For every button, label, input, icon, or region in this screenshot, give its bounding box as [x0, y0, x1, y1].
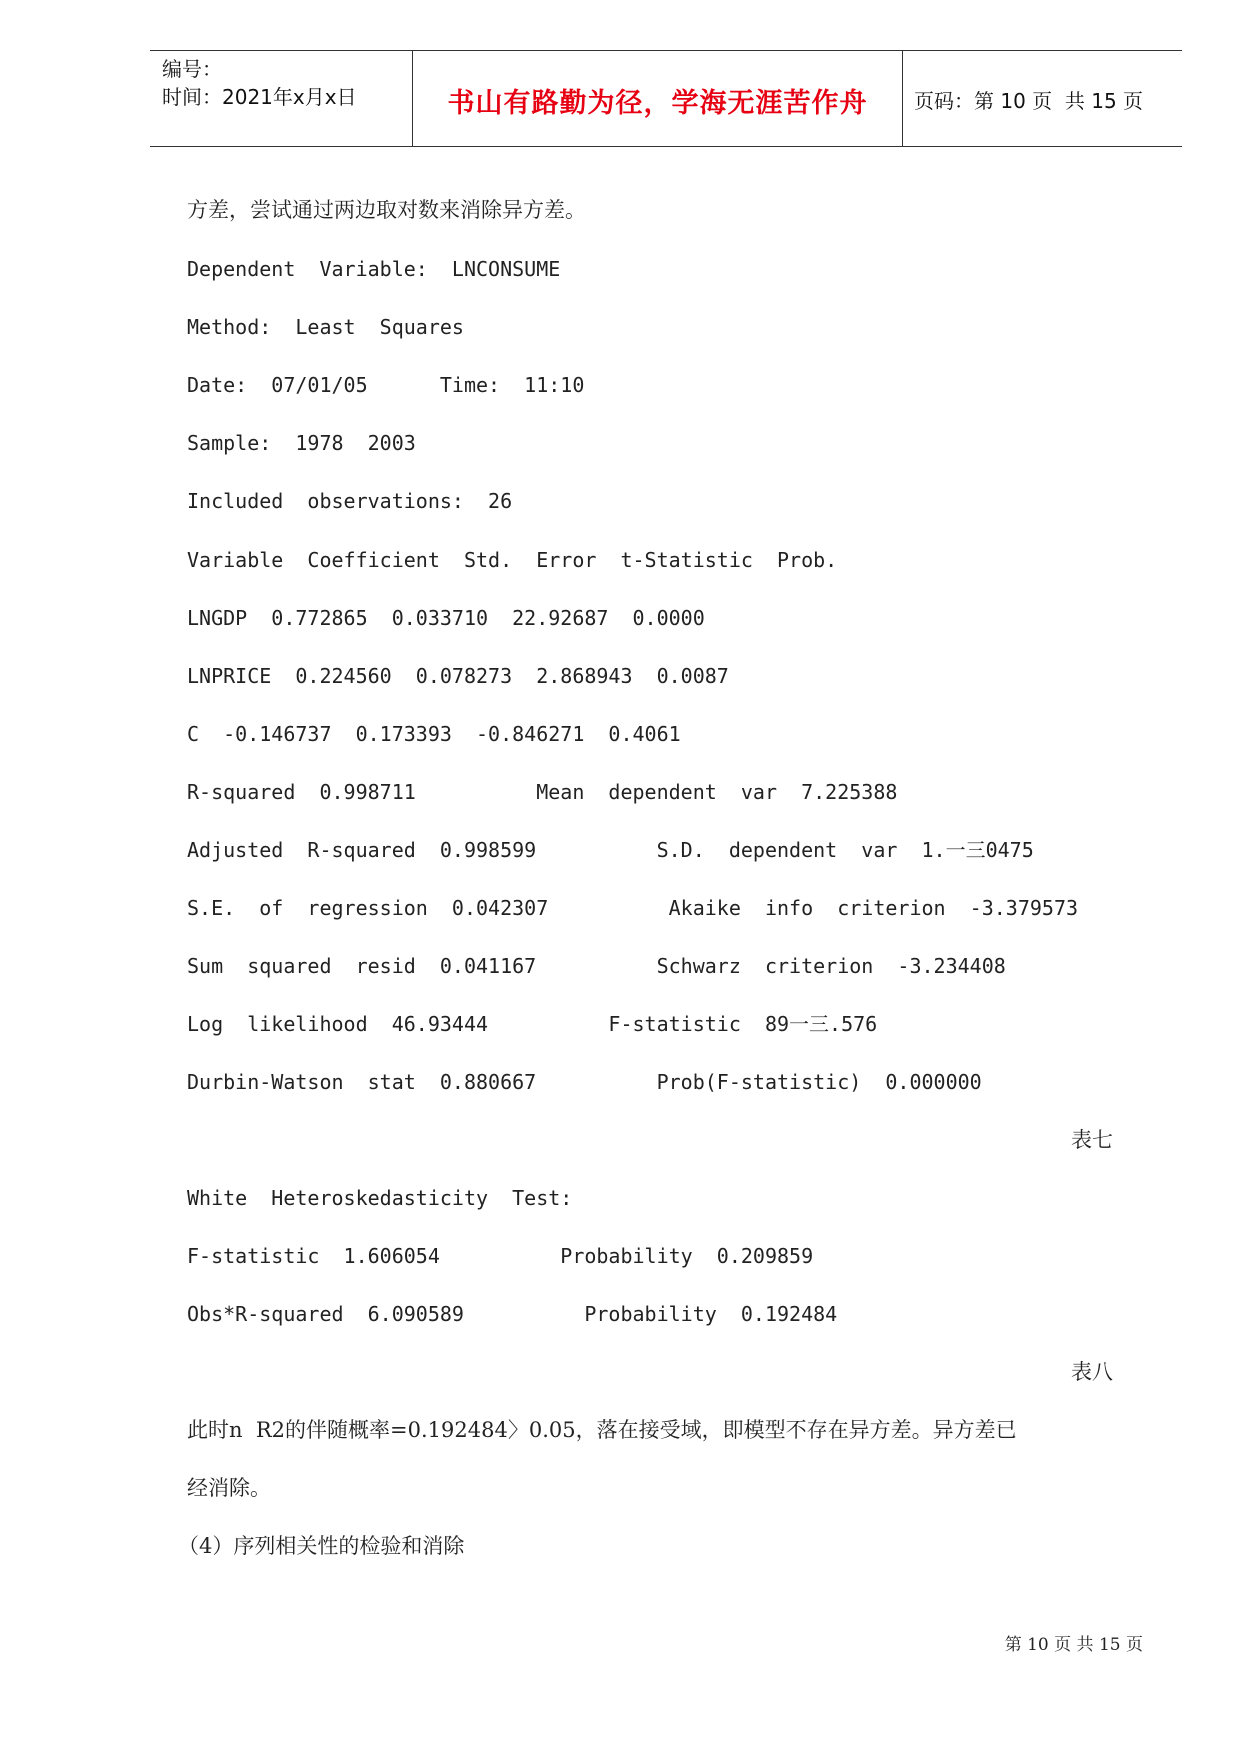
table-row-c: C -0.146737 0.173393 -0.846271 0.4061: [187, 722, 681, 746]
output-line-dependent-variable: Dependent Variable: LNCONSUME: [187, 257, 561, 281]
paragraph-line: 此时n R2的伴随概率=0.192484〉0.05，落在接受域，即模型不存在异方差。异方差已: [187, 1418, 1017, 1442]
header-motto: 书山有路勤为径，学海无涯苦作舟: [447, 88, 868, 119]
white-test-title: White Heteroskedasticity Test:: [187, 1186, 573, 1210]
output-line-observations: Included observations: 26: [187, 489, 513, 513]
white-test-f-statistic: F-statistic 1.606054 Probability 0.209859: [187, 1244, 814, 1268]
white-test-obs-r-squared: Obs*R-squared 6.090589 Probability 0.192484: [187, 1302, 838, 1326]
output-line-sample: Sample: 1978 2003: [187, 431, 416, 455]
paragraph-line: 经消除。: [187, 1476, 271, 1500]
stats-line-durbin-watson: Durbin-Watson stat 0.880667 Prob(F-statistic) 0.000000: [187, 1070, 982, 1094]
page-header: [150, 50, 1182, 147]
stats-line-se-regression: S.E. of regression 0.042307 Akaike info criterion -3.379573: [187, 896, 1079, 920]
document-date-label: 时间：2021年x月x日: [162, 85, 357, 109]
table-row-lngdp: LNGDP 0.772865 0.033710 22.92687 0.0000: [187, 606, 705, 630]
output-line-date: Date: 07/01/05 Time: 11:10: [187, 373, 585, 397]
paragraph-line: 方差，尝试通过两边取对数来消除异方差。: [187, 198, 586, 222]
stats-line-sum-squared-resid: Sum squared resid 0.041167 Schwarz criterion -3.234408: [187, 954, 1006, 978]
header-page-number: 页码：第 10 页 共 15 页: [914, 89, 1144, 113]
table-caption-7: 表七: [1071, 1128, 1113, 1152]
output-line-method: Method: Least Squares: [187, 315, 464, 339]
stats-line-log-likelihood: Log likelihood 46.93444 F-statistic 89一三.576: [187, 1012, 878, 1036]
table-header-row: Variable Coefficient Std. Error t-Statistic Prob.: [187, 548, 838, 572]
header-meta: [162, 55, 397, 111]
section-heading: （4）序列相关性的检验和消除: [178, 1534, 465, 1558]
stats-line-adjusted-r-squared: Adjusted R-squared 0.998599 S.D. dependent var 1.一三0475: [187, 838, 1034, 862]
table-caption-8: 表八: [1071, 1360, 1113, 1384]
stats-line-r-squared: R-squared 0.998711 Mean dependent var 7.225388: [187, 780, 898, 804]
page-footer: 第 10 页 共 15 页: [1004, 1635, 1143, 1655]
document-number-label: 编号：: [162, 57, 222, 81]
header-divider: [902, 51, 903, 146]
table-row-lnprice: LNPRICE 0.224560 0.078273 2.868943 0.0087: [187, 664, 729, 688]
